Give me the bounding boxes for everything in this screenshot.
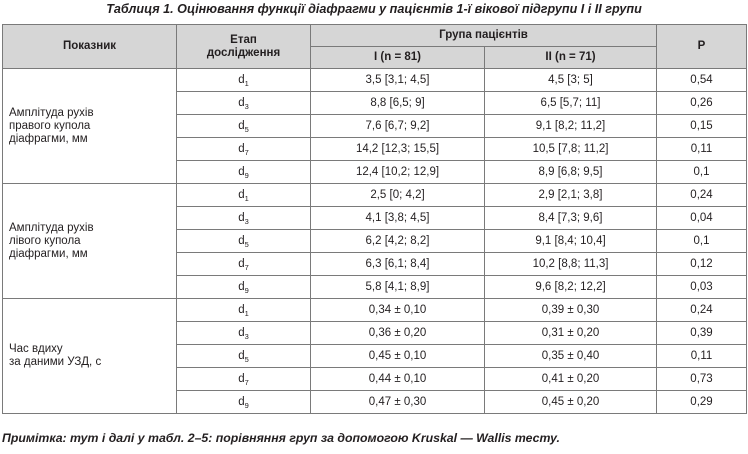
stage-index: 3: [244, 102, 249, 111]
group-2-value: 10,2 [8,8; 11,3]: [485, 253, 657, 276]
stage-letter: d: [238, 189, 245, 201]
group-1-value: 0,47 ± 0,30: [311, 391, 485, 414]
stage-cell: [177, 299, 311, 322]
stage-index: 9: [244, 401, 249, 410]
header-group-1: I (n = 81): [311, 47, 485, 69]
group-2-value: 2,9 [2,1; 3,8]: [485, 184, 657, 207]
stage-index: 7: [244, 263, 249, 272]
group-2-value: 8,4 [7,3; 9,6]: [485, 207, 657, 230]
stage-cell: [177, 138, 311, 161]
group-1-value: 0,34 ± 0,10: [311, 299, 485, 322]
table-row: [3, 184, 747, 207]
group-1-value: 0,44 ± 0,10: [311, 368, 485, 391]
group-1-value: 6,2 [4,2; 8,2]: [311, 230, 485, 253]
stage-cell: [177, 345, 311, 368]
header-indicator: Показник: [3, 25, 177, 69]
stage-index: 1: [244, 309, 249, 318]
p-value: 0,39: [657, 322, 747, 345]
results-table: [2, 24, 747, 414]
stage-cell: [177, 115, 311, 138]
group-2-value: 0,45 ± 0,20: [485, 391, 657, 414]
stage-cell: [177, 391, 311, 414]
indicator-cell: [3, 184, 177, 299]
group-1-value: 6,3 [6,1; 8,4]: [311, 253, 485, 276]
stage-letter: d: [238, 396, 245, 408]
stage-cell: [177, 368, 311, 391]
stage-index: 9: [244, 171, 249, 180]
indicator-label-line: діафрагми, мм: [9, 247, 88, 260]
indicator-cell: [3, 69, 177, 184]
stage-letter: d: [238, 166, 245, 178]
stage-index: 3: [244, 332, 249, 341]
group-1-value: 3,5 [3,1; 4,5]: [311, 69, 485, 92]
stage-cell: [177, 92, 311, 115]
stage-index: 7: [244, 378, 249, 387]
stage-index: 5: [244, 240, 249, 249]
stage-letter: d: [238, 235, 245, 247]
p-value: 0,03: [657, 276, 747, 299]
p-value: 0,04: [657, 207, 747, 230]
p-value: 0,26: [657, 92, 747, 115]
table-row: [3, 69, 747, 92]
group-2-value: 10,5 [7,8; 11,2]: [485, 138, 657, 161]
group-1-value: 12,4 [10,2; 12,9]: [311, 161, 485, 184]
p-value: 0,11: [657, 138, 747, 161]
header-stage-line2: дослідження: [206, 46, 281, 59]
p-value: 0,29: [657, 391, 747, 414]
indicator-label-line: діафрагми, мм: [9, 132, 88, 145]
stage-letter: d: [238, 212, 245, 224]
group-1-value: 0,36 ± 0,20: [311, 322, 485, 345]
group-1-value: 4,1 [3,8; 4,5]: [311, 207, 485, 230]
stage-cell: [177, 184, 311, 207]
stage-letter: d: [238, 304, 245, 316]
stage-index: 5: [244, 355, 249, 364]
group-1-value: 5,8 [4,1; 8,9]: [311, 276, 485, 299]
stage-cell: [177, 69, 311, 92]
stage-letter: d: [238, 281, 245, 293]
stage-letter: d: [238, 120, 245, 132]
stage-index: 1: [244, 79, 249, 88]
header-p: P: [657, 25, 747, 69]
p-value: 0,12: [657, 253, 747, 276]
indicator-label-line: правого купола: [9, 119, 91, 132]
group-2-value: 4,5 [3; 5]: [485, 69, 657, 92]
stage-index: 3: [244, 217, 249, 226]
group-2-value: 0,41 ± 0,20: [485, 368, 657, 391]
indicator-label-line: лівого купола: [9, 234, 81, 247]
p-value: 0,24: [657, 184, 747, 207]
group-2-value: 0,31 ± 0,20: [485, 322, 657, 345]
stage-cell: [177, 207, 311, 230]
table-row: [3, 299, 747, 322]
p-value: 0,1: [657, 230, 747, 253]
indicator-label-line: Амплітуда рухів: [9, 221, 94, 234]
indicator-label-line: Амплітуда рухів: [9, 106, 94, 119]
header-stage-line1: Етап: [230, 33, 257, 46]
stage-cell: [177, 161, 311, 184]
stage-letter: d: [238, 97, 245, 109]
stage-letter: d: [238, 327, 245, 339]
group-1-value: 2,5 [0; 4,2]: [311, 184, 485, 207]
group-2-value: 8,9 [6,8; 9,5]: [485, 161, 657, 184]
stage-letter: d: [238, 373, 245, 385]
group-2-value: 9,1 [8,4; 10,4]: [485, 230, 657, 253]
group-1-value: 14,2 [12,3; 15,5]: [311, 138, 485, 161]
header-group-2: II (n = 71): [485, 47, 657, 69]
group-2-value: 0,39 ± 0,30: [485, 299, 657, 322]
header-stage: [177, 25, 311, 69]
stage-letter: d: [238, 350, 245, 362]
stage-cell: [177, 253, 311, 276]
p-value: 0,54: [657, 69, 747, 92]
stage-cell: [177, 276, 311, 299]
indicator-label-line: за даними УЗД, с: [9, 356, 102, 368]
p-value: 0,15: [657, 115, 747, 138]
stage-cell: [177, 230, 311, 253]
group-2-value: 9,6 [8,2; 12,2]: [485, 276, 657, 299]
group-2-value: 0,35 ± 0,40: [485, 345, 657, 368]
stage-index: 1: [244, 194, 249, 203]
group-2-value: 9,1 [8,2; 11,2]: [485, 115, 657, 138]
stage-index: 7: [244, 148, 249, 157]
group-1-value: 0,45 ± 0,10: [311, 345, 485, 368]
table-caption: Таблиця 1. Оцінювання функції діафрагми у пацієнтів 1-ї вікової підгрупи І і ІІ групи: [106, 2, 642, 16]
p-value: 0,1: [657, 161, 747, 184]
table-note: Примітка: тут і далі у табл. 2–5: порівняння груп за допомогою Kruskal — Wallis тесту.: [2, 431, 560, 445]
p-value: 0,11: [657, 345, 747, 368]
indicator-cell: [3, 299, 177, 414]
stage-letter: d: [238, 258, 245, 270]
stage-letter: d: [238, 143, 245, 155]
group-2-value: 6,5 [5,7; 11]: [485, 92, 657, 115]
group-1-value: 8,8 [6,5; 9]: [311, 92, 485, 115]
stage-cell: [177, 322, 311, 345]
group-1-value: 7,6 [6,7; 9,2]: [311, 115, 485, 138]
header-group: Група пацієнтів: [311, 25, 657, 47]
indicator-label-line: Час вдиху: [9, 343, 63, 355]
p-value: 0,73: [657, 368, 747, 391]
stage-letter: d: [238, 74, 245, 86]
p-value: 0,24: [657, 299, 747, 322]
stage-index: 5: [244, 125, 249, 134]
stage-index: 9: [244, 286, 249, 295]
